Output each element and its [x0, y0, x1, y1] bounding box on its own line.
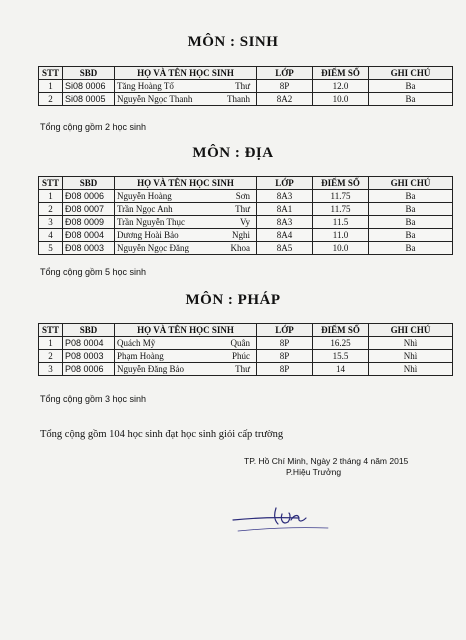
signature-place-date: TP. Hồ Chí Minh, Ngày 2 tháng 4 năm 2015 [244, 456, 409, 466]
cell-family-name: Nguyễn Đăng Bảo [117, 364, 184, 374]
cell-class: 8P [257, 350, 313, 363]
cell-note: Ba [369, 216, 453, 229]
cell-score: 11.0 [313, 229, 369, 242]
cell-stt: 4 [39, 229, 63, 242]
cell-note: Nhì [369, 363, 453, 376]
cell-stt: 5 [39, 242, 63, 255]
cell-class: 8A2 [257, 93, 313, 106]
col-header-sbd: SBD [63, 177, 115, 190]
table-dia [38, 176, 453, 255]
table-row [39, 350, 453, 363]
section-title-phap: MÔN : PHÁP [185, 292, 281, 308]
cell-class: 8P [257, 337, 313, 350]
cell-name [115, 242, 257, 255]
section-title-sinh: MÔN : SINH [187, 34, 279, 50]
cell-sbd: Đ08 0006 [63, 190, 115, 203]
col-header-class: LỚP [257, 324, 313, 337]
cell-given-name: Quân [230, 338, 250, 348]
col-header-class: LỚP [257, 67, 313, 80]
cell-stt: 2 [39, 203, 63, 216]
table-row [39, 337, 453, 350]
cell-family-name: Nguyễn Ngọc Đăng [117, 243, 189, 253]
col-header-name: HỌ VÀ TÊN HỌC SINH [115, 177, 257, 190]
table-sinh [38, 66, 453, 106]
cell-score: 12.0 [313, 80, 369, 93]
cell-note: Ba [369, 93, 453, 106]
col-header-note: GHI CHÚ [369, 324, 453, 337]
cell-note: Ba [369, 190, 453, 203]
cell-given-name: Khoa [230, 243, 250, 253]
cell-sbd: P08 0004 [63, 337, 115, 350]
cell-score: 14 [313, 363, 369, 376]
cell-note: Nhì [369, 350, 453, 363]
col-header-name: HỌ VÀ TÊN HỌC SINH [115, 324, 257, 337]
col-header-score: ĐIỂM SỐ [313, 67, 369, 80]
cell-family-name: Tăng Hoàng Tố [117, 81, 174, 91]
table-header-row [39, 177, 453, 190]
cell-sbd: Đ08 0004 [63, 229, 115, 242]
cell-given-name: Sơn [235, 191, 250, 201]
cell-class: 8P [257, 363, 313, 376]
cell-given-name: Thư [235, 204, 250, 214]
cell-stt: 1 [39, 337, 63, 350]
cell-sbd: Đ08 0007 [63, 203, 115, 216]
cell-score: 11.75 [313, 203, 369, 216]
cell-score: 16.25 [313, 337, 369, 350]
cell-class: 8A5 [257, 242, 313, 255]
col-header-score: ĐIỂM SỐ [313, 324, 369, 337]
col-header-stt: STT [39, 324, 63, 337]
cell-sbd: Si08 0005 [63, 93, 115, 106]
grand-total: Tổng cộng gồm 104 học sinh đạt học sinh giỏi cấp trường [40, 429, 284, 440]
cell-name [115, 363, 257, 376]
cell-score: 11.5 [313, 216, 369, 229]
table-row [39, 203, 453, 216]
cell-class: 8A3 [257, 216, 313, 229]
cell-family-name: Phạm Hoàng [117, 351, 164, 361]
cell-note: Ba [369, 203, 453, 216]
table-row [39, 363, 453, 376]
cell-given-name: Phúc [232, 351, 250, 361]
section-total-dia: Tổng cộng gồm 5 học sinh [40, 267, 147, 277]
cell-sbd: Đ08 0009 [63, 216, 115, 229]
cell-sbd: P08 0003 [63, 350, 115, 363]
cell-stt: 1 [39, 80, 63, 93]
cell-family-name: Nguyễn Ngọc Thanh [117, 94, 193, 104]
cell-family-name: Quách Mỹ [117, 338, 156, 348]
cell-score: 15.5 [313, 350, 369, 363]
col-header-name: HỌ VÀ TÊN HỌC SINH [115, 67, 257, 80]
handwritten-signature [228, 498, 338, 538]
cell-name [115, 216, 257, 229]
table-row [39, 80, 453, 93]
col-header-sbd: SBD [63, 324, 115, 337]
cell-sbd: Si08 0006 [63, 80, 115, 93]
cell-class: 8A4 [257, 229, 313, 242]
cell-family-name: Nguyễn Hoàng [117, 191, 172, 201]
cell-name [115, 80, 257, 93]
table-header-row [39, 67, 453, 80]
signature-title: P.Hiệu Trưởng [286, 467, 342, 477]
table-row [39, 229, 453, 242]
col-header-score: ĐIỂM SỐ [313, 177, 369, 190]
cell-stt: 3 [39, 363, 63, 376]
cell-score: 11.75 [313, 190, 369, 203]
cell-stt: 2 [39, 350, 63, 363]
col-header-class: LỚP [257, 177, 313, 190]
table-row [39, 242, 453, 255]
cell-stt: 1 [39, 190, 63, 203]
section-total-sinh: Tổng cộng gồm 2 học sinh [40, 122, 147, 132]
cell-note: Ba [369, 229, 453, 242]
cell-name [115, 337, 257, 350]
cell-name [115, 350, 257, 363]
table-row [39, 190, 453, 203]
cell-name [115, 229, 257, 242]
cell-note: Ba [369, 242, 453, 255]
cell-score: 10.0 [313, 93, 369, 106]
table-phap [38, 323, 453, 376]
cell-note: Ba [369, 80, 453, 93]
table-row [39, 93, 453, 106]
cell-sbd: P08 0006 [63, 363, 115, 376]
cell-class: 8A3 [257, 190, 313, 203]
cell-family-name: Dương Hoài Bảo [117, 230, 179, 240]
cell-name [115, 190, 257, 203]
cell-stt: 2 [39, 93, 63, 106]
cell-family-name: Trần Ngọc Anh [117, 204, 173, 214]
col-header-stt: STT [39, 67, 63, 80]
cell-given-name: Thư [235, 364, 250, 374]
table-row [39, 216, 453, 229]
col-header-note: GHI CHÚ [369, 177, 453, 190]
section-title-dia: MÔN : ĐỊA [192, 145, 274, 161]
cell-given-name: Thư [235, 81, 250, 91]
table-header-row [39, 324, 453, 337]
cell-name [115, 93, 257, 106]
section-total-phap: Tổng cộng gồm 3 học sinh [40, 394, 147, 404]
cell-name [115, 203, 257, 216]
cell-given-name: Vy [239, 217, 250, 227]
cell-class: 8A1 [257, 203, 313, 216]
col-header-note: GHI CHÚ [369, 67, 453, 80]
cell-family-name: Trần Nguyễn Thục [117, 217, 185, 227]
col-header-sbd: SBD [63, 67, 115, 80]
col-header-stt: STT [39, 177, 63, 190]
cell-class: 8P [257, 80, 313, 93]
cell-score: 10.0 [313, 242, 369, 255]
cell-given-name: Nghi [232, 230, 250, 240]
cell-stt: 3 [39, 216, 63, 229]
cell-sbd: Đ08 0003 [63, 242, 115, 255]
cell-given-name: Thanh [227, 94, 250, 104]
cell-note: Nhì [369, 337, 453, 350]
